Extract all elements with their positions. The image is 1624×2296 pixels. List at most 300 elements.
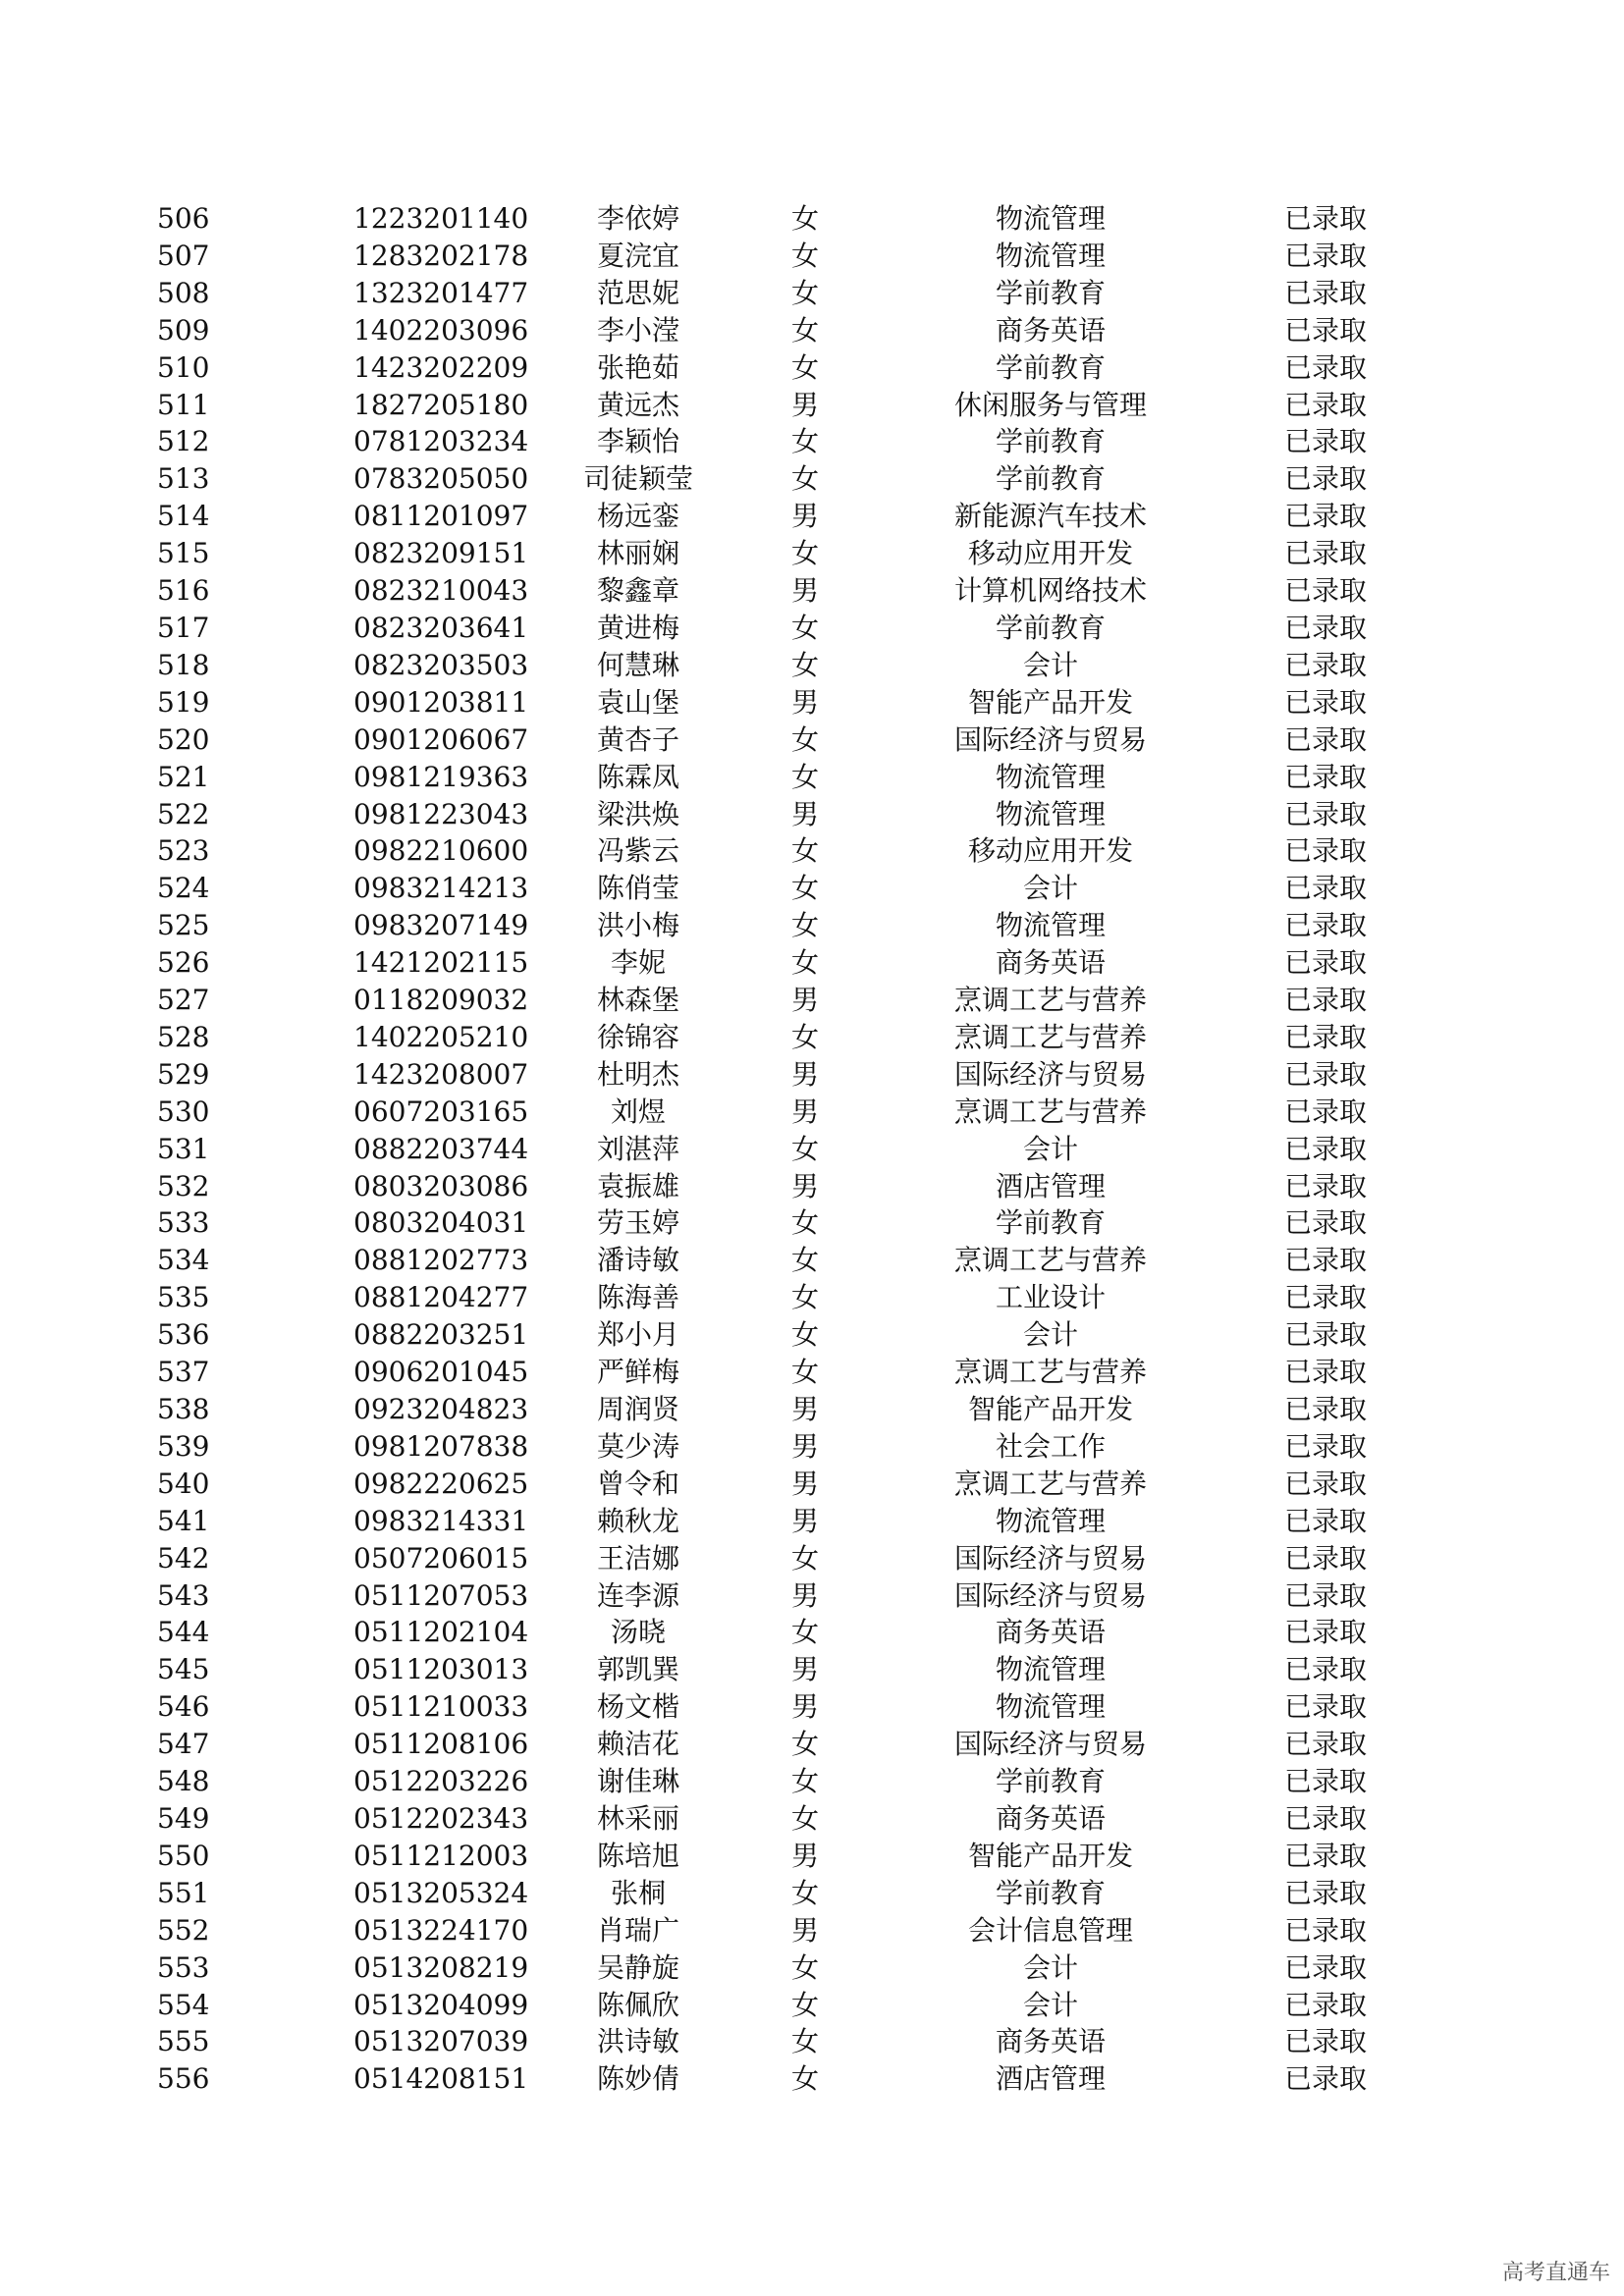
- row-number-cell: 540: [157, 1467, 210, 1500]
- major-cell: 学前教育: [995, 350, 1106, 384]
- table-row: [157, 982, 1434, 1019]
- student-name-cell: 张桐: [610, 1876, 666, 1909]
- exam-id-cell: 1827205180: [353, 388, 529, 421]
- row-number-cell: 537: [157, 1356, 210, 1389]
- admission-status-cell: 已录取: [1283, 1281, 1367, 1314]
- major-cell: 会计: [1022, 1950, 1078, 1984]
- gender-cell: 女: [790, 313, 819, 347]
- admission-status-cell: 已录取: [1283, 984, 1367, 1017]
- gender-cell: 男: [790, 797, 819, 830]
- table-row: [157, 1168, 1434, 1205]
- table-row: [157, 1316, 1434, 1354]
- admission-status-cell: 已录取: [1283, 574, 1367, 608]
- gender-cell: 男: [790, 388, 819, 421]
- major-cell: 会计: [1022, 1988, 1078, 2021]
- table-row: [157, 1912, 1434, 1949]
- major-cell: 烹调工艺与营养: [953, 984, 1147, 1017]
- exam-id-cell: 0513207039: [353, 2025, 529, 2058]
- admission-status-cell: 已录取: [1283, 239, 1367, 272]
- table-row: [157, 1204, 1434, 1242]
- student-name-cell: 黄杏子: [596, 722, 679, 756]
- admission-status-cell: 已录取: [1283, 1467, 1367, 1500]
- row-number-cell: 515: [157, 537, 210, 570]
- student-name-cell: 李颖怡: [596, 425, 679, 458]
- admission-status-cell: 已录取: [1283, 685, 1367, 719]
- gender-cell: 女: [790, 1801, 819, 1835]
- exam-id-cell: 0981219363: [353, 760, 529, 793]
- table-row: [157, 1019, 1434, 1056]
- major-cell: 智能产品开发: [967, 685, 1133, 719]
- gender-cell: 男: [790, 685, 819, 719]
- student-name-cell: 李小滢: [596, 313, 679, 347]
- gender-cell: 男: [790, 1393, 819, 1425]
- table-row: [157, 870, 1434, 907]
- gender-cell: 女: [790, 834, 819, 868]
- exam-id-cell: 0512203226: [353, 1765, 529, 1798]
- major-cell: 会计: [1022, 648, 1078, 681]
- major-cell: 酒店管理: [995, 1169, 1106, 1202]
- table-row: [157, 944, 1434, 982]
- admission-status-cell: 已录取: [1283, 350, 1367, 384]
- major-cell: 计算机网络技术: [953, 574, 1147, 608]
- major-cell: 国际经济与贸易: [953, 1578, 1147, 1612]
- major-cell: 学前教育: [995, 276, 1106, 309]
- exam-id-cell: 0607203165: [353, 1095, 529, 1128]
- exam-id-cell: 0983214331: [353, 1504, 529, 1537]
- admission-status-cell: 已录取: [1283, 872, 1367, 905]
- row-number-cell: 532: [157, 1169, 210, 1202]
- major-cell: 国际经济与贸易: [953, 1541, 1147, 1575]
- major-cell: 会计: [1022, 872, 1078, 905]
- admission-status-cell: 已录取: [1283, 946, 1367, 980]
- table-row: [157, 1391, 1434, 1428]
- major-cell: 商务英语: [995, 946, 1106, 980]
- major-cell: 烹调工艺与营养: [953, 1356, 1147, 1389]
- exam-id-cell: 0823210043: [353, 574, 529, 608]
- student-name-cell: 黄进梅: [596, 611, 679, 644]
- major-cell: 商务英语: [995, 313, 1106, 347]
- gender-cell: 男: [790, 984, 819, 1017]
- student-name-cell: 林采丽: [596, 1801, 679, 1835]
- exam-id-cell: 0881204277: [353, 1281, 529, 1314]
- admission-status-cell: 已录取: [1283, 1057, 1367, 1091]
- major-cell: 新能源汽车技术: [953, 500, 1147, 533]
- row-number-cell: 553: [157, 1950, 210, 1984]
- table-row: [157, 423, 1434, 460]
- student-name-cell: 袁山堡: [596, 685, 679, 719]
- row-number-cell: 522: [157, 797, 210, 830]
- table-row: [157, 460, 1434, 498]
- row-number-cell: 527: [157, 984, 210, 1017]
- row-number-cell: 530: [157, 1095, 210, 1128]
- student-name-cell: 杜明杰: [596, 1057, 679, 1091]
- admission-status-cell: 已录取: [1283, 1950, 1367, 1984]
- gender-cell: 女: [790, 648, 819, 681]
- major-cell: 国际经济与贸易: [953, 722, 1147, 756]
- major-cell: 学前教育: [995, 1876, 1106, 1909]
- major-cell: 物流管理: [995, 239, 1106, 272]
- major-cell: 会计: [1022, 1318, 1078, 1352]
- student-name-cell: 夏浣宜: [596, 239, 679, 272]
- row-number-cell: 551: [157, 1876, 210, 1909]
- major-cell: 会计信息管理: [967, 1913, 1133, 1947]
- student-name-cell: 张艳茹: [596, 350, 679, 384]
- major-cell: 休闲服务与管理: [953, 388, 1147, 421]
- gender-cell: 女: [790, 462, 819, 496]
- major-cell: 商务英语: [995, 1801, 1106, 1835]
- admission-status-cell: 已录取: [1283, 276, 1367, 309]
- admission-status-cell: 已录取: [1283, 537, 1367, 570]
- exam-id-cell: 1423208007: [353, 1057, 529, 1091]
- table-row: [157, 1279, 1434, 1316]
- row-number-cell: 520: [157, 722, 210, 756]
- row-number-cell: 546: [157, 1690, 210, 1724]
- row-number-cell: 518: [157, 648, 210, 681]
- admission-status-cell: 已录取: [1283, 648, 1367, 681]
- row-number-cell: 523: [157, 834, 210, 868]
- admission-status-cell: 已录取: [1283, 909, 1367, 942]
- student-name-cell: 黄远杰: [596, 388, 679, 421]
- student-name-cell: 郑小月: [596, 1318, 679, 1352]
- row-number-cell: 511: [157, 388, 210, 421]
- student-name-cell: 吴静旋: [596, 1950, 679, 1984]
- student-name-cell: 杨文楷: [596, 1690, 679, 1724]
- gender-cell: 女: [790, 1876, 819, 1909]
- exam-id-cell: 0781203234: [353, 425, 529, 458]
- gender-cell: 女: [790, 1950, 819, 1984]
- gender-cell: 男: [790, 1653, 819, 1686]
- row-number-cell: 556: [157, 2062, 210, 2096]
- admission-status-cell: 已录取: [1283, 1206, 1367, 1240]
- exam-id-cell: 0823209151: [353, 537, 529, 570]
- student-name-cell: 汤晓: [610, 1616, 666, 1649]
- admission-status-cell: 已录取: [1283, 462, 1367, 496]
- row-number-cell: 516: [157, 574, 210, 608]
- table-row: [157, 1503, 1434, 1540]
- row-number-cell: 524: [157, 872, 210, 905]
- admission-status-cell: 已录取: [1283, 1541, 1367, 1575]
- row-number-cell: 552: [157, 1913, 210, 1947]
- gender-cell: 女: [790, 760, 819, 793]
- student-name-cell: 杨远銮: [596, 500, 679, 533]
- gender-cell: 男: [790, 1578, 819, 1612]
- table-row: [157, 1466, 1434, 1503]
- student-name-cell: 林森堡: [596, 984, 679, 1017]
- exam-id-cell: 1402205210: [353, 1020, 529, 1053]
- major-cell: 移动应用开发: [967, 537, 1133, 570]
- exam-id-cell: 0823203641: [353, 611, 529, 644]
- table-row: [157, 1987, 1434, 2024]
- exam-id-cell: 0118209032: [353, 984, 529, 1017]
- exam-id-cell: 0881202773: [353, 1244, 529, 1277]
- student-name-cell: 陈海善: [596, 1281, 679, 1314]
- student-name-cell: 陈培旭: [596, 1839, 679, 1872]
- gender-cell: 男: [790, 1467, 819, 1500]
- gender-cell: 女: [790, 2062, 819, 2096]
- student-name-cell: 谢佳琳: [596, 1765, 679, 1798]
- gender-cell: 男: [790, 1913, 819, 1947]
- table-row: [157, 2023, 1434, 2060]
- admission-status-cell: 已录取: [1283, 1244, 1367, 1277]
- table-row: [157, 1949, 1434, 1987]
- exam-id-cell: 0901206067: [353, 722, 529, 756]
- exam-id-cell: 0511203013: [353, 1653, 529, 1686]
- exam-id-cell: 0513224170: [353, 1913, 529, 1947]
- admission-status-cell: 已录取: [1283, 1356, 1367, 1389]
- gender-cell: 男: [790, 1095, 819, 1128]
- gender-cell: 女: [790, 872, 819, 905]
- student-name-cell: 司徒颖莹: [582, 462, 693, 496]
- row-number-cell: 512: [157, 425, 210, 458]
- row-number-cell: 506: [157, 202, 210, 235]
- row-number-cell: 514: [157, 500, 210, 533]
- admission-status-cell: 已录取: [1283, 760, 1367, 793]
- row-number-cell: 535: [157, 1281, 210, 1314]
- table-row: [157, 1577, 1434, 1615]
- student-name-cell: 林丽娴: [596, 537, 679, 570]
- table-row: [157, 275, 1434, 312]
- major-cell: 烹调工艺与营养: [953, 1095, 1147, 1128]
- table-row: [157, 535, 1434, 572]
- gender-cell: 男: [790, 500, 819, 533]
- table-row: [157, 200, 1434, 238]
- gender-cell: 女: [790, 946, 819, 980]
- row-number-cell: 513: [157, 462, 210, 496]
- major-cell: 学前教育: [995, 1765, 1106, 1798]
- table-row: [157, 312, 1434, 349]
- exam-id-cell: 0783205050: [353, 462, 529, 496]
- gender-cell: 男: [790, 1504, 819, 1537]
- row-number-cell: 510: [157, 350, 210, 384]
- student-name-cell: 洪小梅: [596, 909, 679, 942]
- row-number-cell: 519: [157, 685, 210, 719]
- row-number-cell: 521: [157, 760, 210, 793]
- exam-id-cell: 0511208106: [353, 1728, 529, 1761]
- admission-status-cell: 已录取: [1283, 1653, 1367, 1686]
- exam-id-cell: 1402203096: [353, 313, 529, 347]
- major-cell: 物流管理: [995, 1653, 1106, 1686]
- exam-id-cell: 0514208151: [353, 2062, 529, 2096]
- gender-cell: 女: [790, 276, 819, 309]
- admission-status-cell: 已录取: [1283, 1020, 1367, 1053]
- major-cell: 学前教育: [995, 462, 1106, 496]
- table-row: [157, 1726, 1434, 1763]
- row-number-cell: 533: [157, 1206, 210, 1240]
- admission-status-cell: 已录取: [1283, 1690, 1367, 1724]
- admission-status-cell: 已录取: [1283, 2025, 1367, 2058]
- student-name-cell: 范思妮: [596, 276, 679, 309]
- student-name-cell: 周润贤: [596, 1393, 679, 1425]
- gender-cell: 男: [790, 1169, 819, 1202]
- row-number-cell: 531: [157, 1132, 210, 1165]
- row-number-cell: 543: [157, 1578, 210, 1612]
- gender-cell: 男: [790, 1690, 819, 1724]
- admission-status-cell: 已录取: [1283, 1132, 1367, 1165]
- table-row: [157, 1056, 1434, 1094]
- exam-id-cell: 0513208219: [353, 1950, 529, 1984]
- admission-status-cell: 已录取: [1283, 1765, 1367, 1798]
- row-number-cell: 529: [157, 1057, 210, 1091]
- row-number-cell: 508: [157, 276, 210, 309]
- exam-id-cell: 0983207149: [353, 909, 529, 942]
- table-row: [157, 1428, 1434, 1466]
- gender-cell: 女: [790, 611, 819, 644]
- exam-id-cell: 1223201140: [353, 202, 529, 235]
- table-row: [157, 832, 1434, 870]
- gender-cell: 女: [790, 1616, 819, 1649]
- table-row: [157, 1763, 1434, 1800]
- admission-status-cell: 已录取: [1283, 388, 1367, 421]
- row-number-cell: 550: [157, 1839, 210, 1872]
- table-row: [157, 759, 1434, 796]
- exam-id-cell: 0511207053: [353, 1578, 529, 1612]
- table-row: [157, 2060, 1434, 2098]
- student-name-cell: 袁振雄: [596, 1169, 679, 1202]
- gender-cell: 男: [790, 574, 819, 608]
- gender-cell: 女: [790, 1132, 819, 1165]
- row-number-cell: 509: [157, 313, 210, 347]
- row-number-cell: 526: [157, 946, 210, 980]
- student-name-cell: 冯紫云: [596, 834, 679, 868]
- admission-status-cell: 已录取: [1283, 722, 1367, 756]
- student-name-cell: 徐锦容: [596, 1020, 679, 1053]
- table-row: [157, 1094, 1434, 1131]
- table-row: [157, 1614, 1434, 1651]
- row-number-cell: 548: [157, 1765, 210, 1798]
- student-name-cell: 王洁娜: [596, 1541, 679, 1575]
- admission-status-cell: 已录取: [1283, 1169, 1367, 1202]
- student-name-cell: 李依婷: [596, 202, 679, 235]
- table-row: [157, 907, 1434, 944]
- admission-status-cell: 已录取: [1283, 1095, 1367, 1128]
- exam-id-cell: 0982220625: [353, 1467, 529, 1500]
- major-cell: 智能产品开发: [967, 1393, 1133, 1425]
- table-row: [157, 1354, 1434, 1391]
- major-cell: 商务英语: [995, 1616, 1106, 1649]
- table-row: [157, 238, 1434, 275]
- row-number-cell: 544: [157, 1616, 210, 1649]
- admission-status-cell: 已录取: [1283, 1876, 1367, 1909]
- gender-cell: 男: [790, 1839, 819, 1872]
- table-row: [157, 498, 1434, 535]
- exam-id-cell: 0906201045: [353, 1356, 529, 1389]
- gender-cell: 女: [790, 1541, 819, 1575]
- admission-status-cell: 已录取: [1283, 1429, 1367, 1463]
- major-cell: 物流管理: [995, 1690, 1106, 1724]
- admission-status-cell: 已录取: [1283, 1801, 1367, 1835]
- gender-cell: 女: [790, 1356, 819, 1389]
- gender-cell: 女: [790, 1020, 819, 1053]
- admission-status-cell: 已录取: [1283, 611, 1367, 644]
- student-name-cell: 刘煜: [610, 1095, 666, 1128]
- gender-cell: 女: [790, 1728, 819, 1761]
- exam-id-cell: 0823203503: [353, 648, 529, 681]
- major-cell: 烹调工艺与营养: [953, 1244, 1147, 1277]
- row-number-cell: 554: [157, 1988, 210, 2021]
- table-row: [157, 1875, 1434, 1912]
- student-name-cell: 潘诗敏: [596, 1244, 679, 1277]
- student-name-cell: 何慧琳: [596, 648, 679, 681]
- student-name-cell: 洪诗敏: [596, 2025, 679, 2058]
- major-cell: 物流管理: [995, 202, 1106, 235]
- admission-status-cell: 已录取: [1283, 1578, 1367, 1612]
- table-row: [157, 1540, 1434, 1577]
- admission-status-cell: 已录取: [1283, 1913, 1367, 1947]
- student-name-cell: 连李源: [596, 1578, 679, 1612]
- row-number-cell: 525: [157, 909, 210, 942]
- admission-status-cell: 已录取: [1283, 834, 1367, 868]
- exam-id-cell: 0513205324: [353, 1876, 529, 1909]
- table-row: [157, 1800, 1434, 1838]
- exam-id-cell: 0511212003: [353, 1839, 529, 1872]
- major-cell: 物流管理: [995, 760, 1106, 793]
- exam-id-cell: 0507206015: [353, 1541, 529, 1575]
- gender-cell: 女: [790, 1765, 819, 1798]
- major-cell: 社会工作: [995, 1429, 1106, 1463]
- major-cell: 学前教育: [995, 1206, 1106, 1240]
- table-row: [157, 1688, 1434, 1726]
- admission-status-cell: 已录取: [1283, 425, 1367, 458]
- major-cell: 移动应用开发: [967, 834, 1133, 868]
- table-row: [157, 1651, 1434, 1688]
- exam-id-cell: 0511210033: [353, 1690, 529, 1724]
- admission-status-cell: 已录取: [1283, 500, 1367, 533]
- exam-id-cell: 0513204099: [353, 1988, 529, 2021]
- major-cell: 烹调工艺与营养: [953, 1020, 1147, 1053]
- exam-id-cell: 0882203251: [353, 1318, 529, 1352]
- table-row: [157, 647, 1434, 684]
- table-row: [157, 1131, 1434, 1168]
- gender-cell: 女: [790, 1318, 819, 1352]
- student-name-cell: 赖秋龙: [596, 1504, 679, 1537]
- row-number-cell: 541: [157, 1504, 210, 1537]
- student-name-cell: 严鲜梅: [596, 1356, 679, 1389]
- row-number-cell: 534: [157, 1244, 210, 1277]
- admission-list-table: [157, 200, 1434, 2098]
- gender-cell: 女: [790, 239, 819, 272]
- row-number-cell: 549: [157, 1801, 210, 1835]
- major-cell: 工业设计: [995, 1281, 1106, 1314]
- student-name-cell: 曾令和: [596, 1467, 679, 1500]
- table-row: [157, 1838, 1434, 1875]
- row-number-cell: 528: [157, 1020, 210, 1053]
- student-name-cell: 莫少涛: [596, 1429, 679, 1463]
- student-name-cell: 刘湛萍: [596, 1132, 679, 1165]
- student-name-cell: 肖瑞广: [596, 1913, 679, 1947]
- admission-status-cell: 已录取: [1283, 1504, 1367, 1537]
- watermark-text: 高考直通车: [1501, 2261, 1610, 2285]
- student-name-cell: 劳玉婷: [596, 1206, 679, 1240]
- gender-cell: 女: [790, 1988, 819, 2021]
- admission-status-cell: 已录取: [1283, 2062, 1367, 2096]
- admission-status-cell: 已录取: [1283, 1393, 1367, 1425]
- student-name-cell: 陈佩欣: [596, 1988, 679, 2021]
- table-row: [157, 721, 1434, 759]
- student-name-cell: 陈霖凤: [596, 760, 679, 793]
- gender-cell: 女: [790, 537, 819, 570]
- table-row: [157, 349, 1434, 387]
- table-row: [157, 610, 1434, 647]
- admission-status-cell: 已录取: [1283, 1988, 1367, 2021]
- major-cell: 国际经济与贸易: [953, 1057, 1147, 1091]
- exam-id-cell: 0983214213: [353, 872, 529, 905]
- exam-id-cell: 0803203086: [353, 1169, 529, 1202]
- table-body: [157, 200, 1434, 2098]
- row-number-cell: 507: [157, 239, 210, 272]
- gender-cell: 女: [790, 1244, 819, 1277]
- major-cell: 国际经济与贸易: [953, 1728, 1147, 1761]
- gender-cell: 女: [790, 202, 819, 235]
